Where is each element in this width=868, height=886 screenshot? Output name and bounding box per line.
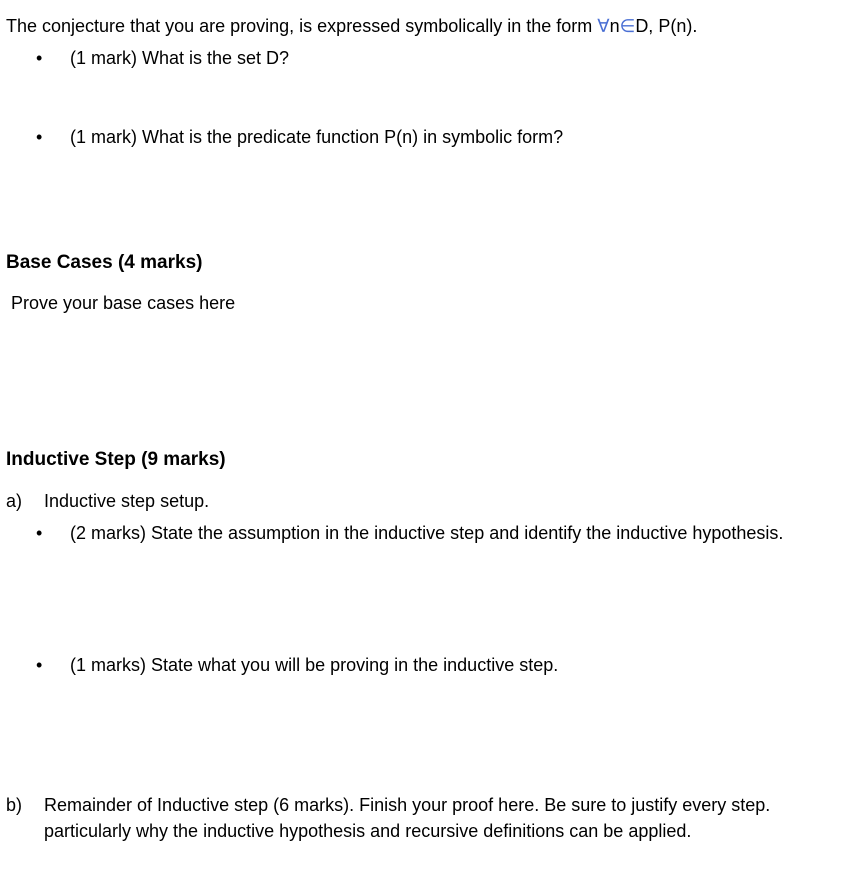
part-a-text: Inductive step setup. bbox=[44, 491, 210, 511]
element-variable: n bbox=[609, 16, 620, 36]
bullet-icon: • bbox=[36, 523, 43, 543]
bullet-icon: • bbox=[36, 127, 43, 147]
bullet-icon: • bbox=[36, 655, 43, 675]
inductive-step-heading: Inductive Step (9 marks) bbox=[6, 449, 226, 470]
part-b-label: b) bbox=[6, 795, 23, 815]
part-a-label: a) bbox=[6, 491, 23, 511]
question-set-d: (1 mark) What is the set D? bbox=[70, 48, 290, 68]
base-cases-heading: Base Cases (4 marks) bbox=[6, 252, 203, 273]
conjecture-intro-text: The conjecture that you are proving, is expressed symbolically in the form bbox=[6, 16, 598, 36]
part-b-line-2: particularly why the inductive hypothesis and recursive definitions can be applied. bbox=[44, 821, 692, 841]
question-proving: (1 marks) State what you will be proving in the inductive step. bbox=[70, 655, 559, 675]
part-b-line-1: Remainder of Inductive step (6 marks). Finish your proof here. Be sure to justify every step. bbox=[44, 795, 771, 815]
forall-symbol: ∀ bbox=[597, 16, 610, 37]
conjecture-form-tail: D, P(n). bbox=[635, 16, 698, 36]
question-predicate: (1 mark) What is the predicate function P(n) in symbolic form? bbox=[70, 127, 564, 147]
bullet-icon: • bbox=[36, 48, 43, 68]
element-of-symbol: ∈ bbox=[619, 16, 636, 37]
question-assumption: (2 marks) State the assumption in the inductive step and identify the inductive hypothesis. bbox=[70, 523, 784, 543]
base-cases-prompt: Prove your base cases here bbox=[11, 293, 236, 313]
conjecture-intro bbox=[6, 15, 697, 38]
